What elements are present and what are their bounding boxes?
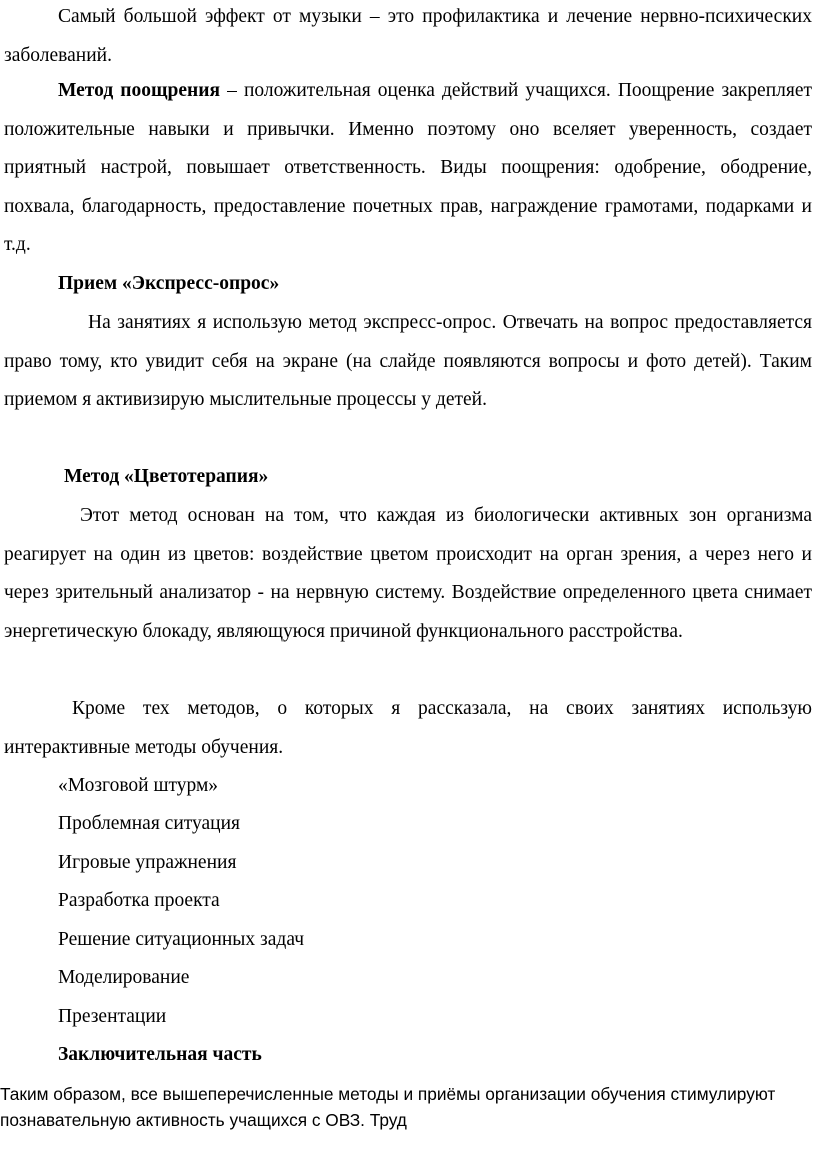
express-heading: Прием «Экспресс-опрос» xyxy=(58,273,280,294)
encouragement-paragraph xyxy=(4,72,812,265)
list-item: Игровые упражнения xyxy=(58,852,237,873)
color-therapy-paragraph xyxy=(4,497,812,651)
express-paragraph xyxy=(4,304,812,420)
interactive-paragraph xyxy=(4,690,812,767)
color-therapy-text: Этот метод основан на том, что каждая из биологически активных зон организма реагирует на один из цветов: воздействие цветом происходит на орган зрения, а через него и через зрительный анализатор - на нервную систему. Воздействие определенного цвета снимает энергетическую блокаду, являющуюся причиной функционального расстройства. xyxy=(4,505,812,642)
color-therapy-heading: Метод «Цветотерапия» xyxy=(64,466,269,487)
list-item: Моделирование xyxy=(58,967,190,988)
interactive-text: Кроме тех методов, о которых я рассказала, на своих занятиях использую интерактивные методы обучения. xyxy=(4,698,812,758)
conclusion-paragraph xyxy=(0,1081,814,1133)
list-item: Проблемная ситуация xyxy=(58,813,241,834)
list-item: Разработка проекта xyxy=(58,890,220,911)
list-item: Решение ситуационных задач xyxy=(58,929,304,950)
express-text: На занятиях я использую метод экспресс-опрос. Отвечать на вопрос предоставляется право тому, кто увидит себя на экране (на слайде появляются вопросы и фото детей). Таким приемом я активизирую мыслительные процессы у детей. xyxy=(4,312,812,411)
list-item: «Мозговой штурм» xyxy=(58,775,219,796)
conclusion-text: Таким образом, все вышеперечисленные методы и приёмы организации обучения стимулируют познавательную активность учащихся с ОВЗ. Труд xyxy=(0,1084,776,1130)
intro-text: Самый большой эффект от музыки – это профилактика и лечение нервно-психических заболеваний. xyxy=(4,6,812,66)
conclusion-heading: Заключительная часть xyxy=(58,1044,262,1065)
intro-paragraph xyxy=(4,0,812,75)
encouragement-text: – положительная оценка действий учащихся. Поощрение закрепляет положительные навыки и привычки. Именно поэтому оно вселяет уверенность, создает приятный настрой, повышает ответственность. Виды поощрения: одобрение, ободрение, похвала, благодарность, предоставление почетных прав, награждение грамотами, подарками и т.д. xyxy=(4,80,813,256)
list-item: Презентации xyxy=(58,1006,167,1027)
encouragement-term: Метод поощрения xyxy=(58,80,221,101)
